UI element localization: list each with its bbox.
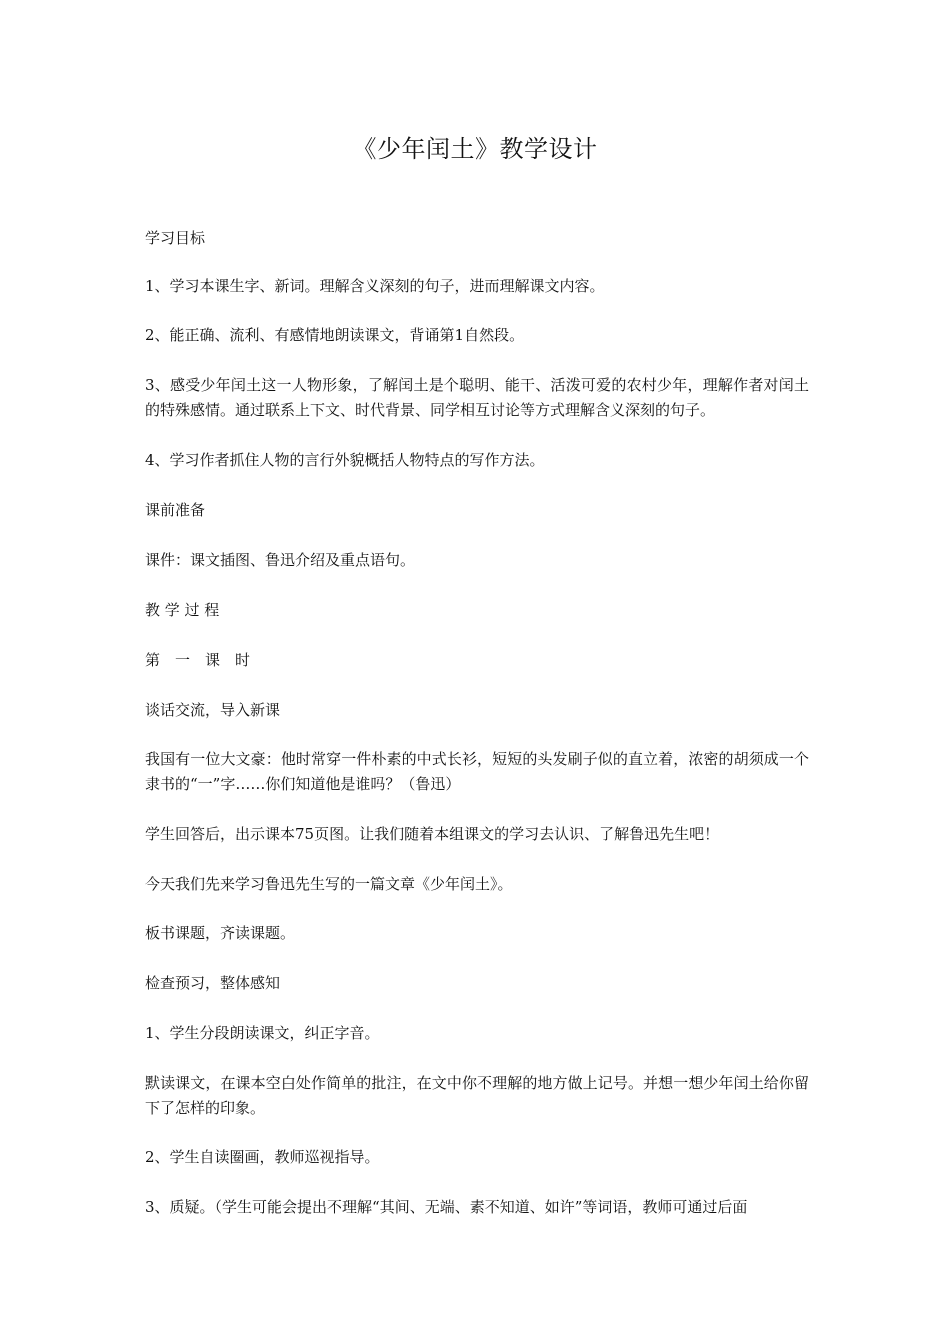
paragraph: 我国有一位大文豪：他时常穿一件朴素的中式长衫，短短的头发刷子似的直立着，浓密的胡须成一个隶书的“一”字……你们知道他是谁吗？（鲁迅） [145,750,809,793]
subheading-preview: 检查预习，整体感知 [145,974,281,992]
paragraph: 2、能正确、流利、有感情地朗读课文，背诵第1自然段。 [145,326,525,344]
section-heading-objectives: 学习目标 [145,229,206,247]
document-title: 《少年闰土》教学设计 [352,135,598,163]
section-heading-process: 教 学 过 程 [145,601,220,619]
section-heading-preparation: 课前准备 [145,501,206,519]
paragraph: 3、感受少年闰土这一人物形象，了解闰土是个聪明、能干、活泼可爱的农村少年，理解作者对闰土的特殊感情。通过联系上下文、时代背景、同学相互讨论等方式理解含义深刻的句子。 [145,376,809,419]
paragraph: 默读课文，在课本空白处作简单的批注，在文中你不理解的地方做上记号。并想一想少年闰土给你留下了怎样的印象。 [145,1074,809,1117]
subheading-intro: 谈话交流，导入新课 [145,701,281,719]
section-heading-lesson-one: 第 一 课 时 [145,651,251,669]
paragraph: 2、学生自读圈画，教师巡视指导。 [145,1148,380,1166]
paragraph: 1、学生分段朗读课文，纠正字音。 [145,1024,380,1042]
paragraph: 1、学习本课生字、新词。理解含义深刻的句子，进而理解课文内容。 [145,277,605,295]
paragraph: 课件：课文插图、鲁迅介绍及重点语句。 [145,551,416,569]
paragraph: 板书课题，齐读课题。 [145,924,296,942]
paragraph: 4、学习作者抓住人物的言行外貌概括人物特点的写作方法。 [145,451,545,469]
paragraph: 学生回答后，出示课本75页图。让我们随着本组课文的学习去认识、了解鲁迅先生吧！ [145,825,720,843]
paragraph: 今天我们先来学习鲁迅先生写的一篇文章《少年闰土》。 [145,875,513,893]
paragraph: 3、质疑。（学生可能会提出不理解“其间、无端、素不知道、如许”等词语，教师可通过后面 [145,1198,748,1216]
